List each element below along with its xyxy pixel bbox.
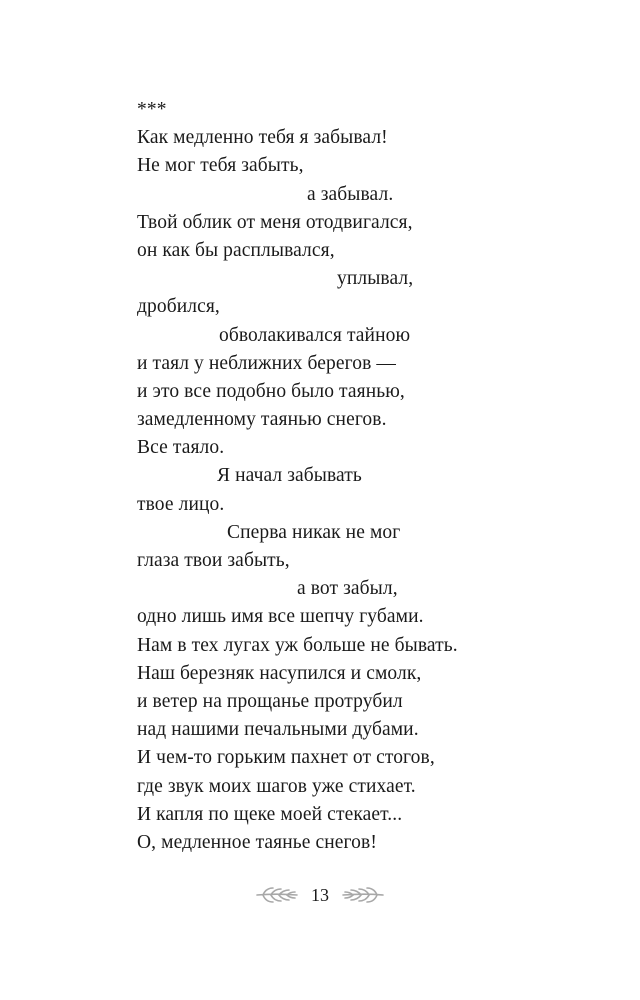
poem-line: уплывал, — [337, 268, 414, 290]
poem-line: О, медленное таянье снегов! — [137, 831, 377, 853]
poem-separator: *** — [137, 99, 167, 120]
poem-line: и таял у неближних берегов — — [137, 352, 396, 374]
page-number: 13 — [311, 884, 329, 905]
poem-line: твое лицо. — [137, 493, 225, 515]
poem-line: Как медленно тебя я забывал! — [137, 127, 388, 149]
poem-line: Нам в тех лугах уж больше не бывать. — [137, 634, 458, 656]
poem-line: замедленному таянью снегов. — [137, 409, 387, 431]
laurel-ornament-icon — [341, 885, 385, 905]
poem-line: глаза твои забыть, — [137, 550, 290, 571]
page-footer — [0, 880, 640, 910]
poem-line: Сперва никак не мог — [227, 521, 401, 543]
poem-line: дробился, — [137, 296, 220, 318]
poem-line: а забывал. — [307, 183, 394, 205]
poem-text — [137, 96, 577, 857]
poem-line: одно лишь имя все шепчу губами. — [137, 606, 424, 628]
poem-line: он как бы расплывался, — [137, 239, 335, 261]
laurel-ornament-icon — [255, 885, 299, 905]
poem-line: И чем-то горьким пахнет от стогов, — [137, 747, 435, 769]
poem-line: Наш березняк насупился и смолк, — [137, 662, 422, 684]
poem-line: и это все подобно было таянью, — [137, 380, 405, 402]
poem-line: где звук моих шагов уже стихает. — [137, 775, 416, 797]
poem-line: обволакивался тайною — [219, 324, 411, 346]
poem-line: и ветер на прощанье протрубил — [137, 690, 403, 712]
poem-line: над нашими печальными дубами. — [137, 719, 419, 741]
poem-line: Я начал забывать — [217, 465, 362, 487]
poem-line: а вот забыл, — [297, 578, 398, 600]
poem-line: Все таяло. — [137, 437, 225, 459]
poem-line: Не мог тебя забыть, — [137, 155, 304, 177]
poem-line: Твой облик от меня отодвигался, — [137, 211, 413, 233]
poem-line: И капля по щеке моей стекает... — [137, 803, 403, 825]
